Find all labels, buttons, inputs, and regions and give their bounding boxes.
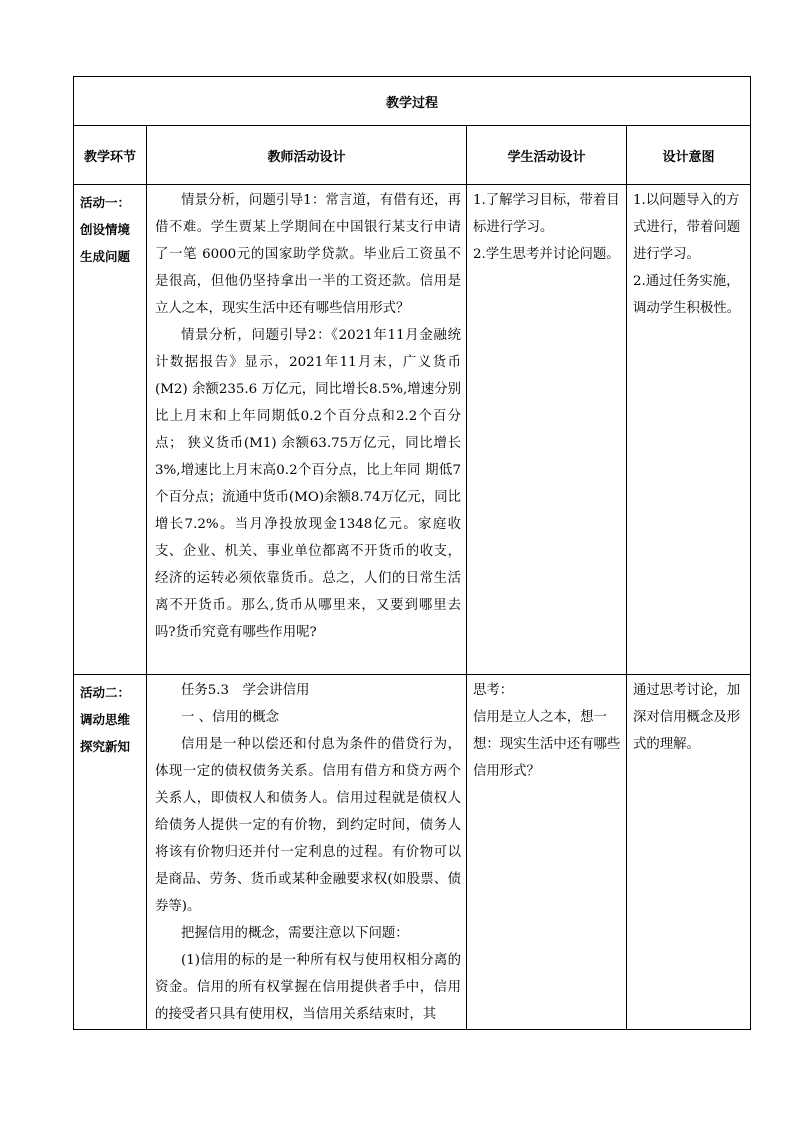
stage-label: 活动二： [80, 685, 131, 700]
intent-paragraph: 通过思考讨论，加深对信用概念及形式的理解。 [633, 683, 741, 752]
table-title: 教学过程 [74, 77, 751, 126]
student-activity-cell [467, 185, 627, 675]
stage-label: 探究新知 [80, 739, 131, 754]
stage-label: 创设情境 [80, 222, 131, 237]
teacher-paragraph: (1)信用的标的是一种所有权与使用权相分离的资金。信用的所有权掌握在信用提供者手中，信用的接受者只具有使用权，当信用关系结束时，其 [155, 953, 461, 1022]
student-paragraph: 思考： [473, 683, 514, 698]
teacher-activity-cell [147, 675, 467, 1030]
teacher-activity-cell [147, 185, 467, 675]
student-paragraph: 2.学生思考并讨论问题。 [473, 247, 620, 262]
stage-cell [74, 185, 147, 675]
stage-label: 活动一： [80, 195, 131, 210]
intent-paragraph: 2.通过任务实施，调动学生积极性。 [633, 274, 741, 316]
header-teacher: 教师活动设计 [147, 126, 467, 185]
task-heading: 任务5.3 学会讲信用 [181, 683, 310, 698]
header-intent: 设计意图 [627, 126, 751, 185]
design-intent-cell [627, 675, 751, 1030]
student-paragraph: 信用是立人之本，想一想：现实生活中还有哪些信用形式？ [473, 710, 621, 779]
lesson-plan-table [73, 76, 751, 1030]
stage-cell [74, 675, 147, 1030]
stage-label: 调动思维 [80, 712, 131, 727]
intent-paragraph: 1.以问题导入的方式进行，带着问题进行学习。 [633, 193, 741, 262]
header-student: 学生活动设计 [467, 126, 627, 185]
table-row [74, 185, 751, 675]
student-paragraph: 1.了解学习目标，带着目标进行学习。 [473, 193, 620, 235]
teacher-paragraph: 情景分析，问题引导1：常言道，有借有还，再借不难。学生贾某上学期间在中国银行某支行申请了一笔 6000元的国家助学贷款。毕业后工资虽不是很高，但他仍坚持拿出一半的工资还款。信用是立人之本，现实生活中还有哪些信用形式？ [155, 193, 461, 316]
table-row [74, 675, 751, 1030]
student-activity-cell [467, 675, 627, 1030]
teacher-paragraph: 情景分析，问题引导2：《2021年11月金融统计数据报告》显示，2021年11月末，广义货币(M2) 余额235.6 万亿元，同比增长8.5%,增速分别比上月末和上年同期低0.2个百分点和2.2个百分点； 狭义货币(M1) 余额63.75万亿元，同比增长3%,增速比上月末高0.2个百分点，比上年同 期低7个百分点；流通中货币(MO)余额8.74万亿元，同比增长7.2%。当月净投放现金1348亿元。家庭收支、企业、机关、事业单位都离不开货币的收支，经济的运转必须依靠货币。总之，人们的日常生活离不开货币。那么,货币从哪里来，又要到哪里去吗?货币究竟有哪些作用呢? [155, 328, 461, 640]
section-heading: 一 、信用的概念 [181, 710, 279, 725]
teacher-paragraph: 把握信用的概念，需要注意以下问题： [181, 926, 409, 941]
header-stage: 教学环节 [74, 126, 147, 185]
stage-label: 生成问题 [80, 249, 131, 264]
teacher-paragraph: 信用是一种以偿还和付息为条件的借贷行为，体现一定的债权债务关系。信用有借方和贷方两个关系人，即债权人和债务人。信用过程就是债权人给债务人提供一定的有价物，到约定时间，债务人将该有价物归还并付一定利息的过程。有价物可以是商品、劳务、货币或某种金融要求权(如股票、债券等)。 [155, 737, 461, 914]
design-intent-cell [627, 185, 751, 675]
